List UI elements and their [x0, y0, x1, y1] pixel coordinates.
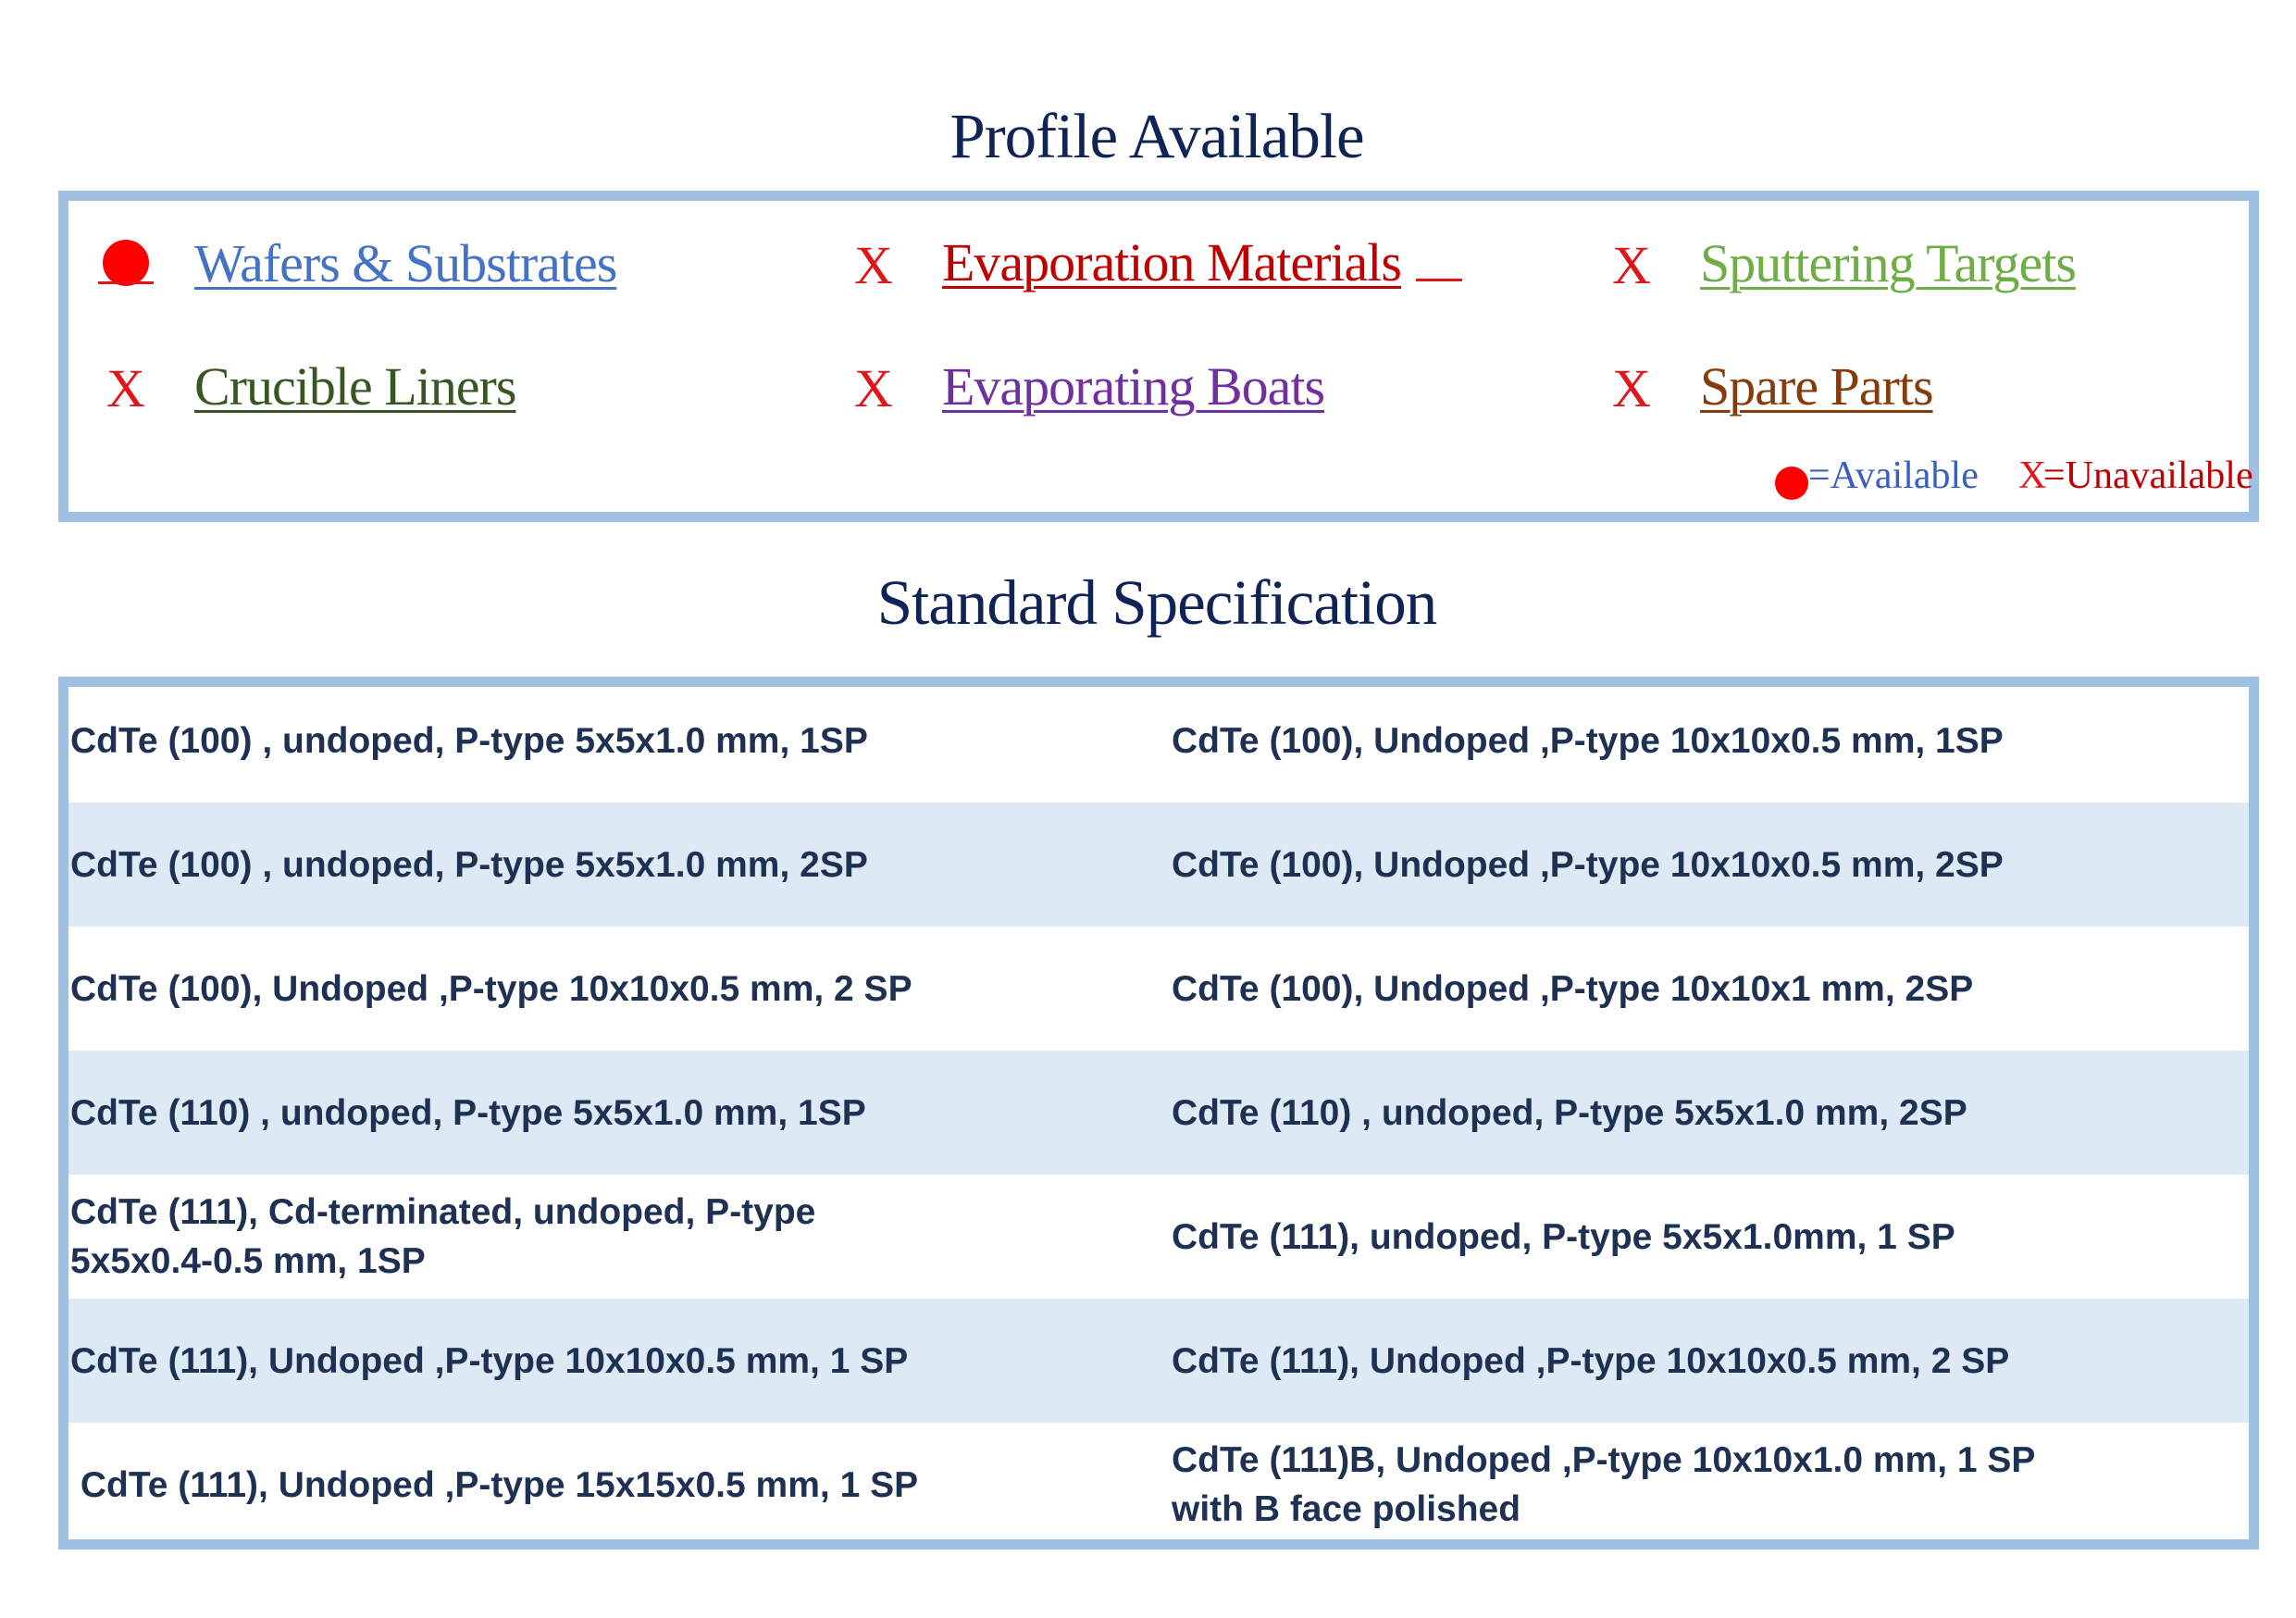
spec-cell-left: CdTe (111), Undoped ,P-type 15x15x0.5 mm, 1 SP — [70, 1464, 919, 1505]
spec-title: Standard Specification — [876, 567, 1437, 638]
unavailable-x-icon: X — [106, 358, 145, 418]
table-row — [68, 927, 2249, 1051]
unavailable-x-icon: X — [1612, 358, 1651, 418]
spec-cell-right: CdTe (110) , undoped, P-type 5x5x1.0 mm, 2SP — [1172, 1092, 1967, 1133]
category-link-wafers-substrates[interactable]: Wafers & Substrates — [194, 233, 617, 293]
table-row — [68, 1175, 2249, 1299]
spec-cell-left: CdTe (100) , undoped, P-type 5x5x1.0 mm, 2SP — [70, 844, 868, 885]
spec-cell-left: CdTe (111), Undoped ,P-type 10x10x0.5 mm, 1 SP — [70, 1340, 909, 1381]
legend-available-dot-icon — [1775, 467, 1808, 500]
underline-decoration — [1416, 279, 1462, 281]
spec-cell-right: CdTe (111), undoped, P-type 5x5x1.0mm, 1 SP — [1172, 1216, 1955, 1257]
table-row — [68, 803, 2249, 927]
table-row — [68, 1423, 2249, 1547]
unavailable-x-icon: X — [854, 235, 893, 295]
legend-unavailable-text: =Unavailable — [2043, 454, 2253, 497]
legend-available-text: =Available — [1808, 454, 1979, 497]
spec-cell-right: CdTe (100), Undoped ,P-type 10x10x1 mm, 2SP — [1172, 968, 1974, 1009]
category-link-sputtering-targets[interactable]: Sputtering Targets — [1700, 233, 2076, 293]
category-link-evaporation-materials[interactable]: Evaporation Materials — [942, 232, 1401, 292]
spec-cell-right: CdTe (100), Undoped ,P-type 10x10x0.5 mm, 2SP — [1172, 844, 2004, 885]
table-row — [68, 1299, 2249, 1423]
legend-unavailable-x-icon: X — [2018, 454, 2047, 497]
category-link-spare-parts[interactable]: Spare Parts — [1700, 356, 1933, 417]
unavailable-x-icon: X — [854, 358, 893, 418]
spec-cell-right: CdTe (111)B, Undoped ,P-type 10x10x1.0 mm, 1 SP with B face polished — [1172, 1440, 2036, 1529]
category-link-evaporating-boats[interactable]: Evaporating Boats — [942, 356, 1325, 417]
table-row — [68, 1051, 2249, 1175]
spec-cell-left: CdTe (110) , undoped, P-type 5x5x1.0 mm, 1SP — [70, 1092, 866, 1133]
profile-title: Profile Available — [949, 101, 1364, 171]
spec-cell-right: CdTe (100), Undoped ,P-type 10x10x0.5 mm, 1SP — [1172, 720, 2004, 761]
underline-decoration — [98, 281, 154, 284]
category-link-crucible-liners[interactable]: Crucible Liners — [194, 356, 516, 417]
spec-cell-right: CdTe (111), Undoped ,P-type 10x10x0.5 mm, 2 SP — [1172, 1340, 2010, 1381]
spec-cell-left: CdTe (100) , undoped, P-type 5x5x1.0 mm, 1SP — [70, 720, 868, 761]
unavailable-x-icon: X — [1612, 235, 1651, 295]
spec-cell-left: CdTe (111), Cd-terminated, undoped, P-type 5x5x0.4-0.5 mm, 1SP — [70, 1192, 816, 1281]
spec-cell-left: CdTe (100), Undoped ,P-type 10x10x0.5 mm, 2 SP — [70, 968, 912, 1009]
available-dot-icon — [103, 240, 149, 286]
table-row — [68, 678, 2249, 803]
